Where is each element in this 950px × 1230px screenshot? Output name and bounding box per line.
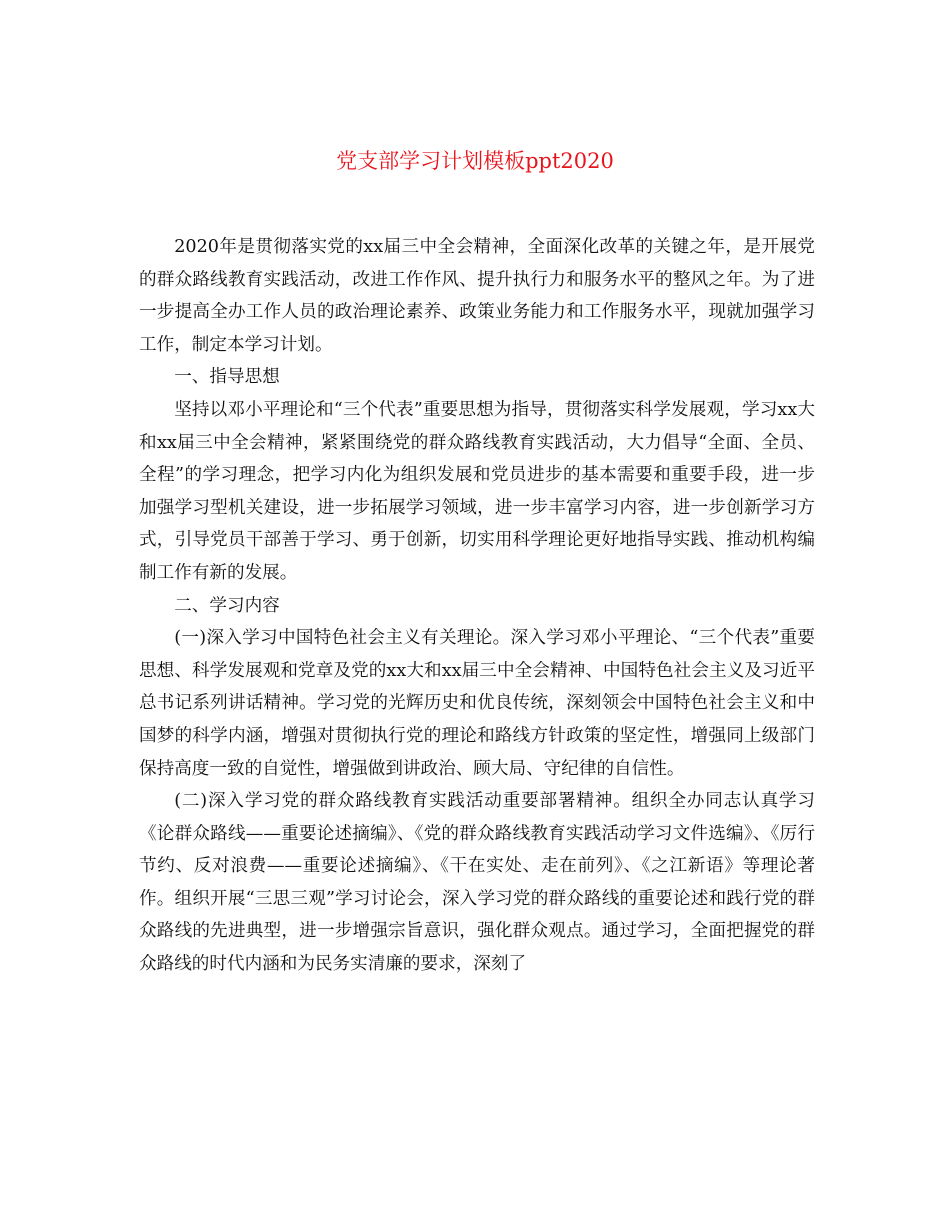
study-content-item-2: (二)深入学习党的群众路线教育实践活动重要部署精神。组织全办同志认真学习《论群众路线——重要论述摘编》、《党的群众路线教育实践活动学习文件选编》、《厉行节约、反对浪费——重要论述摘编》、《干在实处、走在前列》、《之江新语》等理论著作。组织开展“三思三观”学习讨论会，深入学习党的群众路线的重要论述和践行党的群众路线的先进典型，进一步增强宗旨意识，强化群众观点。通过学习，全面把握党的群众路线的时代内涵和为民务实清廉的要求，深刻了 [139,791,815,975]
section-heading-study-content: 二、学习内容 [174,595,280,616]
intro-paragraph: 2020年是贯彻落实党的xx届三中全会精神，全面深化改革的关键之年，是开展党的群众路线教育实践活动，改进工作作风、提升执行力和服务水平的整风之年。为了进一步提高全办工作人员的政治理论素养、政策业务能力和工作服务水平，现就加强学习工作，制定本学习计划。 [139,237,815,355]
guiding-ideology-paragraph: 坚持以邓小平理论和“三个代表”重要思想为指导，贯彻落实科学发展观，学习xx大和xx届三中全会精神，紧紧围绕党的群众路线教育实践活动，大力倡导“全面、全员、全程”的学习理念，把学习内化为组织发展和党员进步的基本需要和重要手段，进一步加强学习型机关建设，进一步拓展学习领域，进一步丰富学习内容，进一步创新学习方式，引导党员干部善于学习、勇于创新，切实用科学理论更好地指导实践、推动机构编制工作有新的发展。 [139,399,815,583]
document-title: 党支部学习计划模板ppt2020 [336,149,614,173]
study-content-item-1: (一)深入学习中国特色社会主义有关理论。深入学习邓小平理论、“三个代表”重要思想、科学发展观和党章及党的xx大和xx届三中全会精神、中国特色社会主义及习近平总书记系列讲话精神。学习党的光辉历史和优良传统，深刻领会中国特色社会主义和中国梦的科学内涵，增强对贯彻执行党的理论和路线方针政策的坚定性，增强同上级部门保持高度一致的自觉性，增强做到讲政治、顾大局、守纪律的自信性。 [139,628,815,779]
document-body [139,231,815,981]
section-heading-guiding-ideology: 一、指导思想 [174,367,280,388]
